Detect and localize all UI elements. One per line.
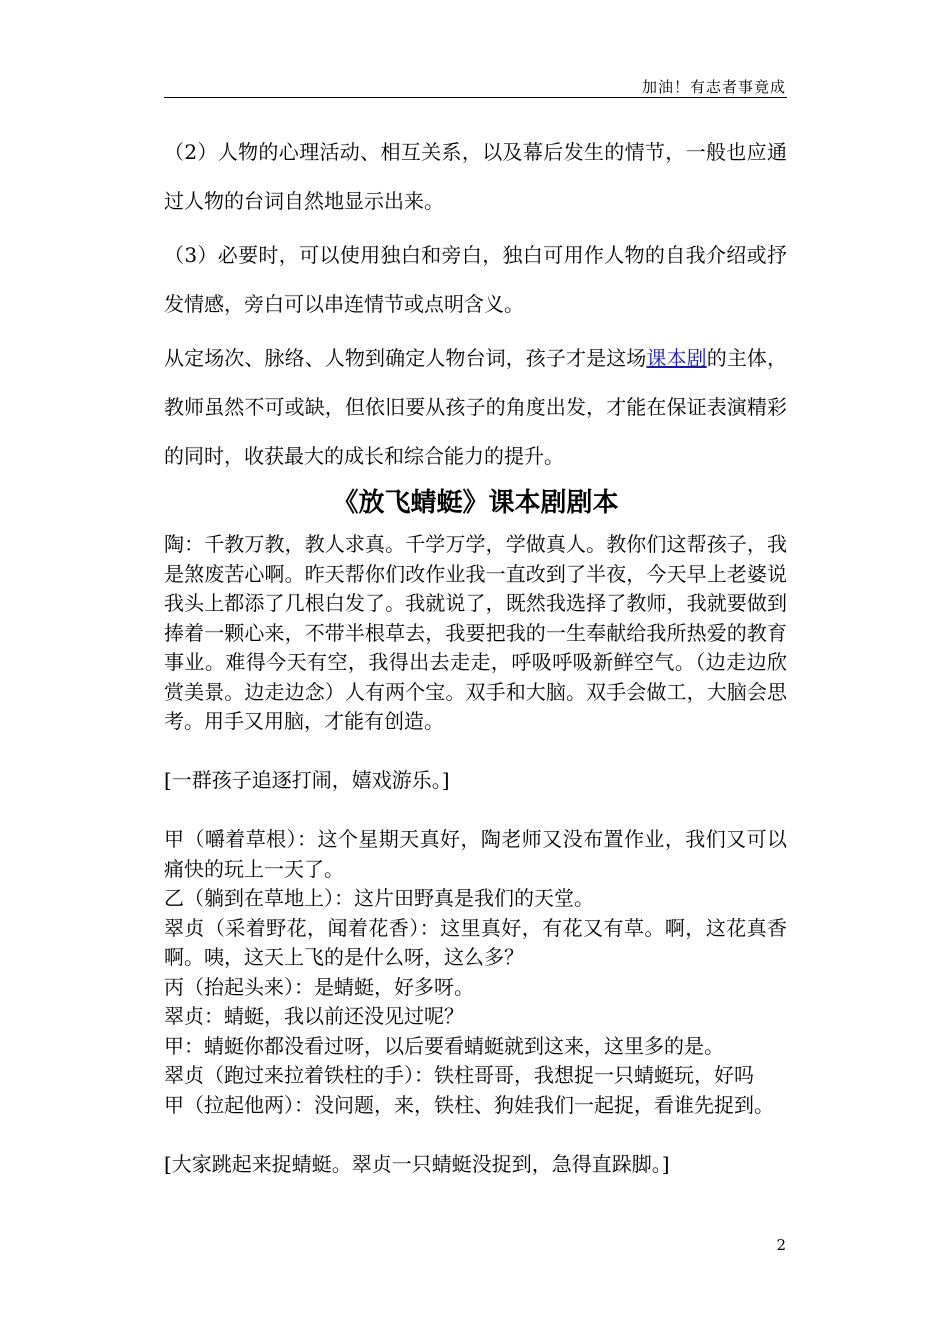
page-header: 加油！有志者事竟成: [641, 78, 786, 96]
spacer: [164, 1120, 787, 1150]
intro-section: [164, 128, 787, 481]
dialogue-line: 乙（躺到在草地上）：这片田野真是我们的天堂。: [164, 886, 594, 910]
script-title: 《放飞蜻蜓》课本剧剧本: [332, 488, 619, 518]
dialogue-line: 丙（抬起头来）：是蜻蜓，好多呀。: [164, 974, 474, 999]
stage-direction: [大家跳起来捉蜻蜓。翠贞一只蜻蜓没捉到，急得直跺脚。]: [164, 1151, 670, 1176]
summary-text-start: 从定场次、脉络、人物到确定人物台词，孩子才是这场: [164, 346, 647, 370]
textbook-drama-link[interactable]: 课本剧: [646, 346, 707, 370]
dialogue-line: 翠贞（跑过来拉着铁柱的手）：铁柱哥哥，我想捉一只蜻蜓玩，好吗: [164, 1063, 754, 1087]
header-divider: [164, 97, 787, 98]
stage-direction: [一群孩子追逐打闹，嬉戏游乐。]: [164, 768, 450, 792]
dialogue-line: 翠贞：蜻蜓，我以前还没见过呢？: [164, 1004, 464, 1028]
dialogue-line: 翠贞（采着野花，闻着花香）：这里真好，有花又有草。啊，这花真香啊。咦，这天上飞的是什么呀，这么多？: [164, 915, 787, 969]
opening-monologue: 陶：千教万教，教人求真。千学万学，学做真人。教你们这帮孩子，我是煞废苦心啊。昨天帮你们改作业我一直改到了半夜，今天早上老婆说我头上都添了几根白发了。我就说了，既然我选择了教师，我就要做到捧着一颗心来，不带半根草去，我要把我的一生奉献给我所热爱的教育事业。难得今天有空，我得出去走走，呼吸呼吸新鲜空气。（边走边欣赏美景。边走边念）人有两个宝。双手和大脑。双手会做工，大脑会思考。用手又用脑，才能有创造。: [164, 532, 787, 733]
paragraph-point-2: （2）人物的心理活动、相互关系，以及幕后发生的情节，一般也应通过人物的台词自然地显示出来。: [164, 140, 787, 213]
dialogue-line: 甲（拉起他两）：没问题，来，铁柱、狗娃我们一起捉，看谁先捉到。: [164, 1092, 774, 1117]
paragraph-summary: [164, 334, 787, 481]
page-number: 2: [776, 1236, 786, 1254]
summary-text-end: 的主体，教师虽然不可或缺，但依旧要从孩子的角度出发，才能在保证表演精彩的同时，收获最大的成长和综合能力的提升。: [164, 346, 788, 468]
paragraph-point-3: （3）必要时，可以使用独白和旁白，独白可用作人物的自我介绍或抒发情感，旁白可以串连情节或点明含义。: [164, 243, 787, 316]
dialogue-line: 甲（嚼着草根）：这个星期天真好，陶老师又没布置作业，我们又可以痛快的玩上一天了。: [164, 827, 787, 881]
script-body: [164, 530, 787, 1179]
spacer: [164, 796, 787, 826]
dialogue-line: 甲：蜻蜓你都没看过呀，以后要看蜻蜓就到这来，这里多的是。: [164, 1033, 724, 1058]
spacer: [164, 737, 787, 767]
